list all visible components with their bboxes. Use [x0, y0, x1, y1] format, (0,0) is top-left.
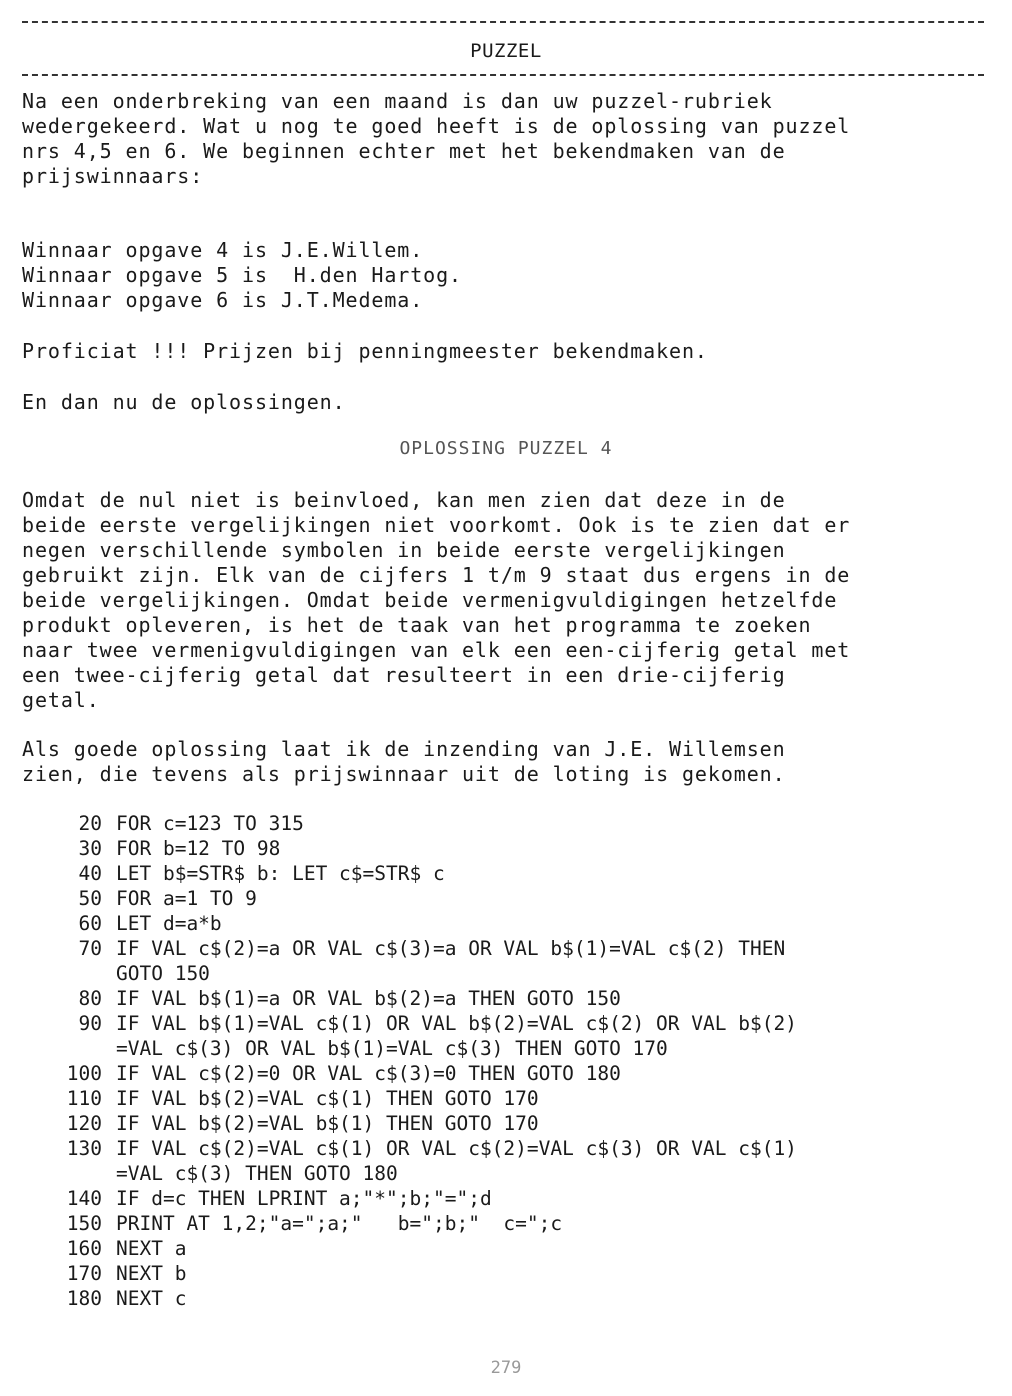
intro-line: prijswinnaars:: [22, 164, 204, 188]
code-line: [50, 911, 995, 936]
section-subtitle: OPLOSSING PUZZEL 4: [399, 438, 613, 459]
code-statement: IF VAL c$(2)=0 OR VAL c$(3)=0 THEN GOTO 180: [116, 1062, 621, 1085]
code-line-number: 100: [66, 1062, 102, 1085]
code-statement: NEXT b: [116, 1262, 187, 1285]
code-line-number: 20: [78, 812, 102, 835]
code-line: [50, 1286, 995, 1311]
explanation-line: Omdat de nul niet is beinvloed, kan men zien dat deze in de: [22, 488, 786, 512]
page-title: PUZZEL: [470, 40, 542, 62]
code-line-number: 180: [66, 1287, 102, 1310]
explanation-line: negen verschillende symbolen in beide eerste vergelijkingen: [22, 538, 786, 562]
code-statement: FOR a=1 TO 9: [116, 887, 257, 910]
code-statement: IF VAL b$(1)=a OR VAL b$(2)=a THEN GOTO 150: [116, 987, 621, 1010]
code-line-number: 60: [78, 912, 102, 935]
code-line: [50, 1186, 995, 1211]
code-statement: IF d=c THEN LPRINT a;"*";b;"=";d: [116, 1187, 492, 1210]
code-statement: IF VAL b$(1)=VAL c$(1) OR VAL b$(2)=VAL c$(2) OR VAL b$(2): [116, 1012, 797, 1035]
explanation-line: naar twee vermenigvuldigingen van elk een een-cijferig getal met: [22, 638, 851, 662]
title-dashed-rule: [22, 74, 984, 76]
code-statement: IF VAL b$(2)=VAL c$(1) THEN GOTO 170: [116, 1087, 539, 1110]
code-line: [50, 1111, 995, 1136]
code-statement: PRINT AT 1,2;"a=";a;" b=";b;" c=";c: [116, 1212, 563, 1235]
intro-line: Na een onderbreking van een maand is dan uw puzzel-rubriek: [22, 89, 773, 113]
code-line-number: 90: [78, 1012, 102, 1035]
code-line-number: 140: [66, 1187, 102, 1210]
code-line-number: 150: [66, 1212, 102, 1235]
code-line-number: 40: [78, 862, 102, 885]
winner-line: Winnaar opgave 5 is H.den Hartog.: [22, 263, 462, 287]
page-number: 279: [490, 1358, 522, 1378]
code-statement: LET d=a*b: [116, 912, 222, 935]
explanation-line: gebruikt zijn. Elk van de cijfers 1 t/m 9 staat dus ergens in de: [22, 563, 851, 587]
winner-line: Winnaar opgave 6 is J.T.Medema.: [22, 288, 424, 312]
explanation-line: een twee-cijferig getal dat resulteert in een drie-cijferig: [22, 663, 786, 687]
code-statement: IF VAL c$(2)=VAL c$(1) OR VAL c$(2)=VAL c$(3) OR VAL c$(1): [116, 1137, 797, 1160]
explanation-line: getal.: [22, 688, 100, 712]
code-line-number: 130: [66, 1137, 102, 1160]
code-line-number: 170: [66, 1262, 102, 1285]
code-line-number: 160: [66, 1237, 102, 1260]
solution-note-line: zien, die tevens als prijswinnaar uit de loting is gekomen.: [22, 762, 786, 786]
code-statement: NEXT c: [116, 1287, 187, 1310]
code-line: [50, 1261, 995, 1286]
code-statement: LET b$=STR$ b: LET c$=STR$ c: [116, 862, 445, 885]
explanation-line: beide vergelijkingen. Omdat beide vermenigvuldigingen hetzelfde: [22, 588, 838, 612]
code-statement: IF VAL c$(2)=a OR VAL c$(3)=a OR VAL b$(1)=VAL c$(2) THEN: [116, 937, 786, 960]
code-line-number: 80: [78, 987, 102, 1010]
code-line-number: 120: [66, 1112, 102, 1135]
solution-note-line: Als goede oplossing laat ik de inzending van J.E. Willemsen: [22, 737, 786, 761]
explanation-line: produkt opleveren, is het de taak van het programma te zoeken: [22, 613, 812, 637]
code-statement: IF VAL b$(2)=VAL b$(1) THEN GOTO 170: [116, 1112, 539, 1135]
code-continuation: GOTO 150: [116, 962, 210, 985]
top-dashed-rule: [22, 21, 984, 23]
winner-line: Winnaar opgave 4 is J.E.Willem.: [22, 238, 424, 262]
code-continuation: =VAL c$(3) OR VAL b$(1)=VAL c$(3) THEN GOTO 170: [116, 1037, 668, 1060]
code-line: [50, 1236, 995, 1261]
code-line-number: 30: [78, 837, 102, 860]
solutions-intro-line: En dan nu de oplossingen.: [22, 390, 346, 414]
code-line: [50, 861, 995, 886]
intro-line: wedergekeerd. Wat u nog te goed heeft is de oplossing van puzzel: [22, 114, 851, 138]
code-line: [50, 836, 995, 861]
code-line: [50, 1136, 995, 1161]
code-line: [50, 811, 995, 836]
congrats-line: Proficiat !!! Prijzen bij penningmeester bekendmaken.: [22, 339, 708, 363]
code-statement: FOR c=123 TO 315: [116, 812, 304, 835]
intro-line: nrs 4,5 en 6. We beginnen echter met het bekendmaken van de: [22, 139, 786, 163]
code-statement: NEXT a: [116, 1237, 187, 1260]
code-statement: FOR b=12 TO 98: [116, 837, 281, 860]
explanation-line: beide eerste vergelijkingen niet voorkomt. Ook is te zien dat er: [22, 513, 851, 537]
code-line: [50, 886, 995, 911]
code-continuation: =VAL c$(3) THEN GOTO 180: [116, 1162, 398, 1185]
code-line: [50, 1011, 995, 1036]
code-line: [50, 986, 995, 1011]
code-line: [50, 1211, 995, 1236]
code-line-number: 110: [66, 1087, 102, 1110]
basic-code-listing: [50, 811, 995, 1311]
code-line-number: 50: [78, 887, 102, 910]
code-line: [50, 1086, 995, 1111]
code-line: [50, 1061, 995, 1086]
code-line-number: 70: [78, 937, 102, 960]
code-line: [50, 936, 995, 961]
